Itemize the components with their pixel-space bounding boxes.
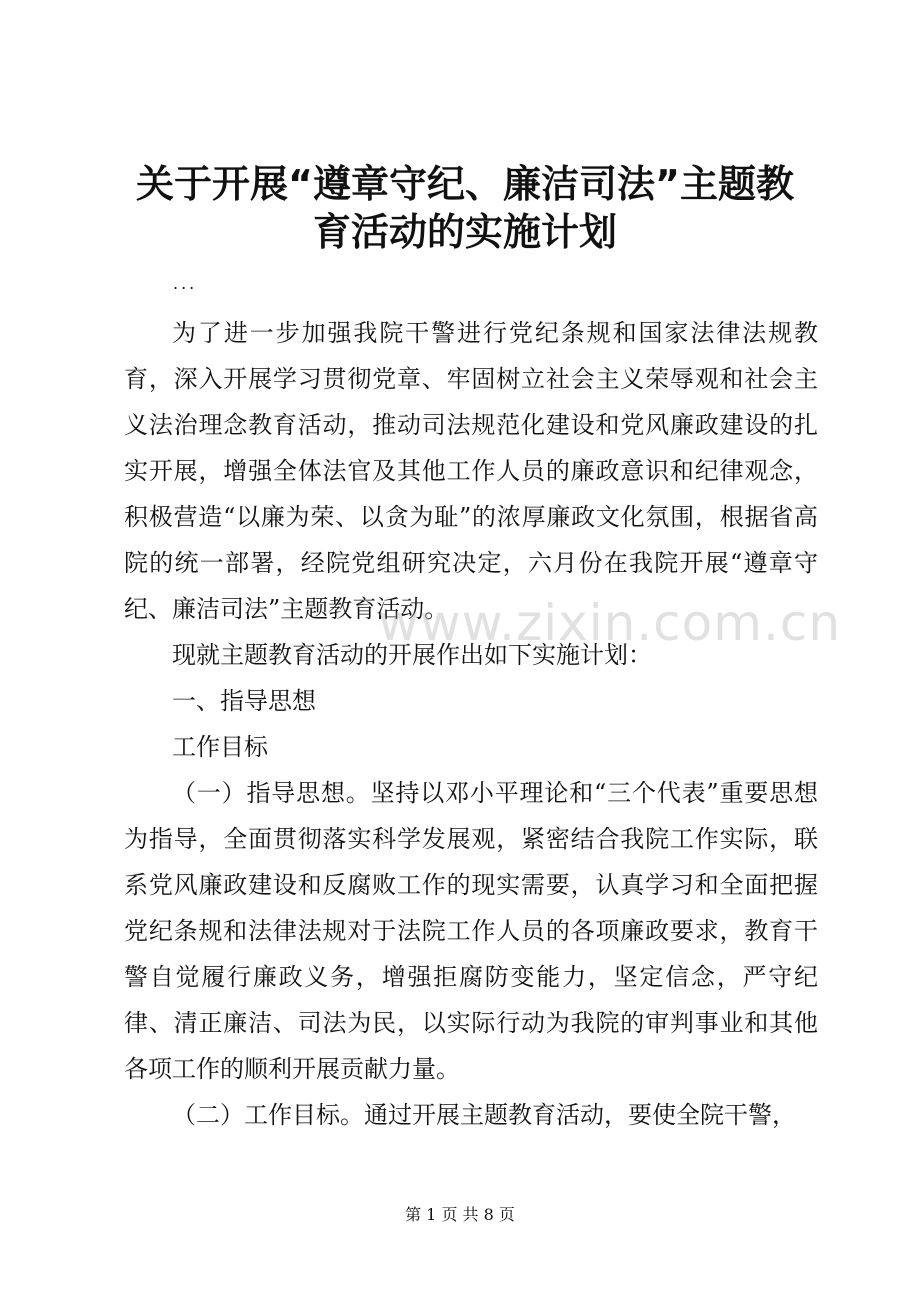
paragraph-guiding-ideology: （一）指导思想。坚持以邓小平理论和“三个代表”重要思想为指导，全面贯彻落实科学发展观，紧密结合我院工作实际，联系党风廉政建设和反腐败工作的现实需要，认真学习和全面把握党纪条规和法律法规对于法院工作人员的各项廉政要求，教育干警自觉履行廉政义务，增强拒腐防变能力，坚定信念，严守纪律、清正廉洁、司法为民，以实际行动为我院的审判事业和其他各项工作的顺利开展贡献力量。 [124, 779, 818, 1083]
section-heading-guiding-ideology: 一、指导思想 [172, 687, 316, 715]
document-body [124, 310, 818, 1138]
ellipsis-marker: ... [173, 274, 198, 293]
page-footer: 第 1 页 共 8 页 [405, 1205, 515, 1224]
paragraph-plan-lead: 现就主题教育活动的开展作出如下实施计划： [172, 641, 652, 669]
section-heading-work-goals: 工作目标 [172, 733, 268, 761]
document-title: 关于开展“遵章守纪、廉洁司法”主题教育活动的实施计划 [136, 162, 794, 254]
paragraph-work-goals: （二）工作目标。通过开展主题教育活动，要使全院干警， [172, 1101, 796, 1129]
paragraph-intro: 为了进一步加强我院干警进行党纪条规和国家法律法规教育，深入开展学习贯彻党章、牢固树立社会主义荣辱观和社会主义法治理念教育活动，推动司法规范化建设和党风廉政建设的扎实开展，增强全体法官及其他工作人员的廉政意识和纪律观念，积极营造“以廉为荣、以贪为耻”的浓厚廉政文化氛围，根据省高院的统一部署，经院党组研究决定，六月份在我院开展“遵章守纪、廉洁司法”主题教育活动。 [124, 319, 818, 623]
watermark: www.zixin.com.cn [378, 594, 842, 652]
